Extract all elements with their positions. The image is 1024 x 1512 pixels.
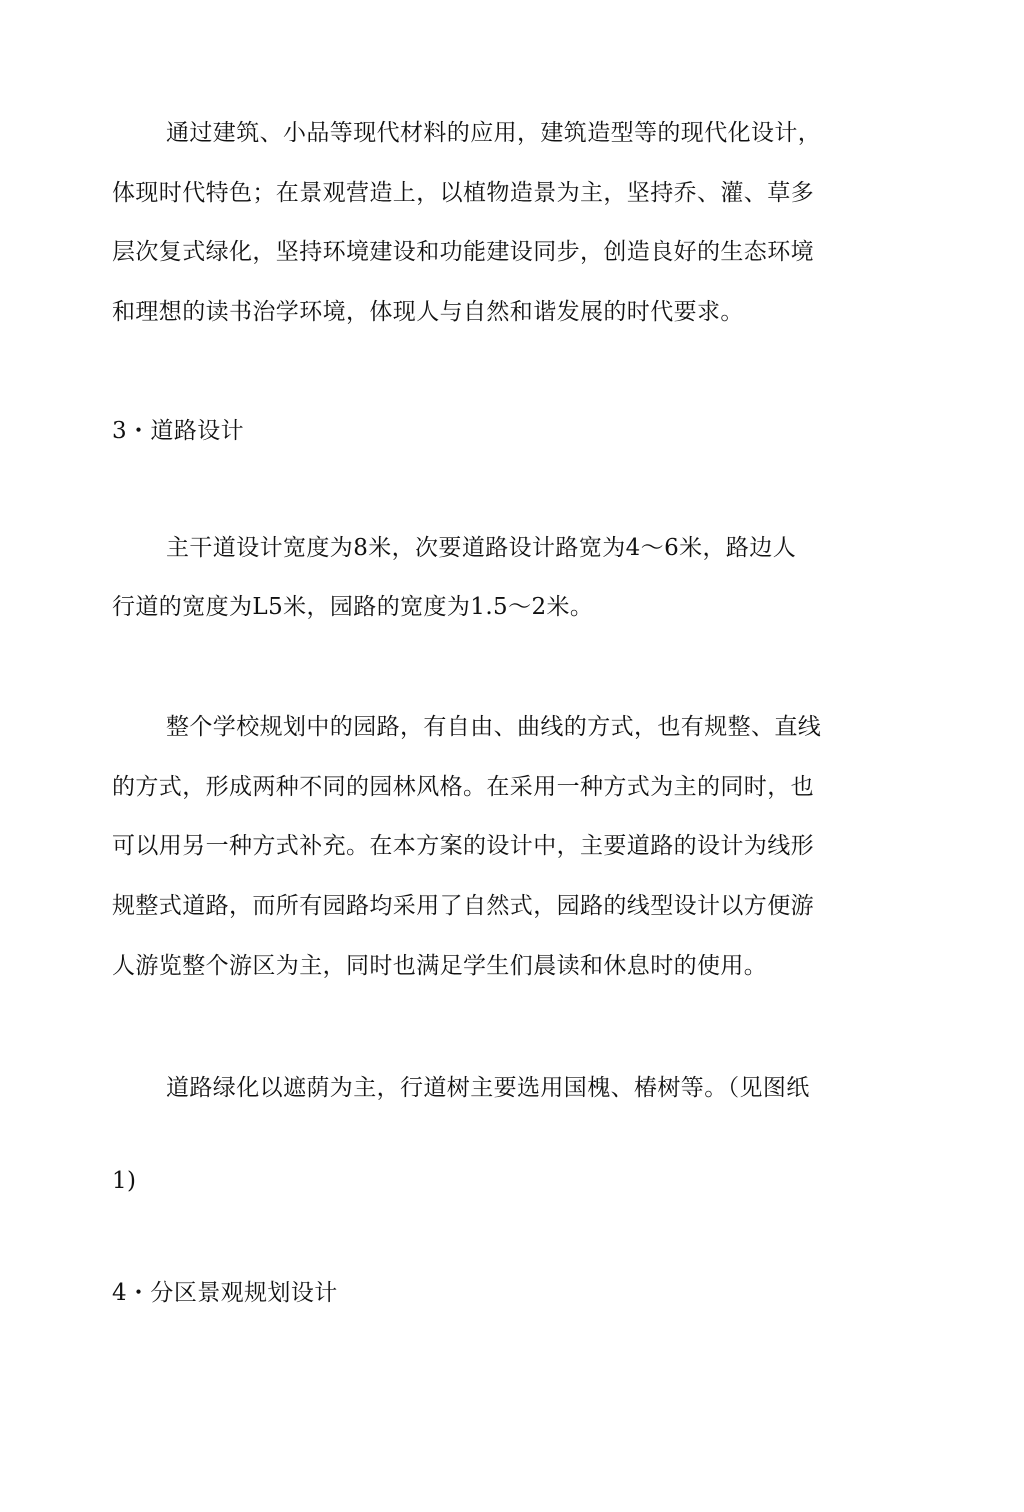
paragraph-4-line-1: 道路绿化以遮荫为主，行道树主要选用国槐、椿树等。（见图纸 [166,1075,810,1101]
paragraph-3-line-1: 整个学校规划中的园路，有自由、曲线的方式，也有规整、直线 [166,714,822,740]
paragraph-3-line-4: 规整式道路，而所有园路均采用了自然式，园路的线型设计以方便游 [112,893,814,919]
paragraph-1-line-2: 体现时代特色；在景观营造上，以植物造景为主，坚持乔、灌、草多 [112,180,814,206]
paragraph-3-line-5: 人游览整个游区为主，同时也满足学生们晨读和休息时的使用。 [112,953,768,979]
paragraph-3-line-3: 可以用另一种方式补充。在本方案的设计中，主要道路的设计为线形 [112,833,814,859]
paragraph-2-line-1: 主干道设计宽度为8米，次要道路设计路宽为4～6米，路边人 [166,535,797,561]
section-heading-3: 3・道路设计 [112,418,245,444]
paragraph-4-line-2: 1) [112,1168,137,1194]
paragraph-1-line-4: 和理想的读书治学环境，体现人与自然和谐发展的时代要求。 [112,299,744,325]
section-heading-4: 4・分区景观规划设计 [112,1280,338,1306]
paragraph-3-line-2: 的方式，形成两种不同的园林风格。在采用一种方式为主的同时，也 [112,774,814,800]
paragraph-1-line-1: 通过建筑、小品等现代材料的应用，建筑造型等的现代化设计， [166,120,822,146]
paragraph-2-line-2: 行道的宽度为L5米，园路的宽度为1.5～2米。 [112,594,594,620]
paragraph-1-line-3: 层次复式绿化，坚持环境建设和功能建设同步，创造良好的生态环境 [112,239,814,265]
